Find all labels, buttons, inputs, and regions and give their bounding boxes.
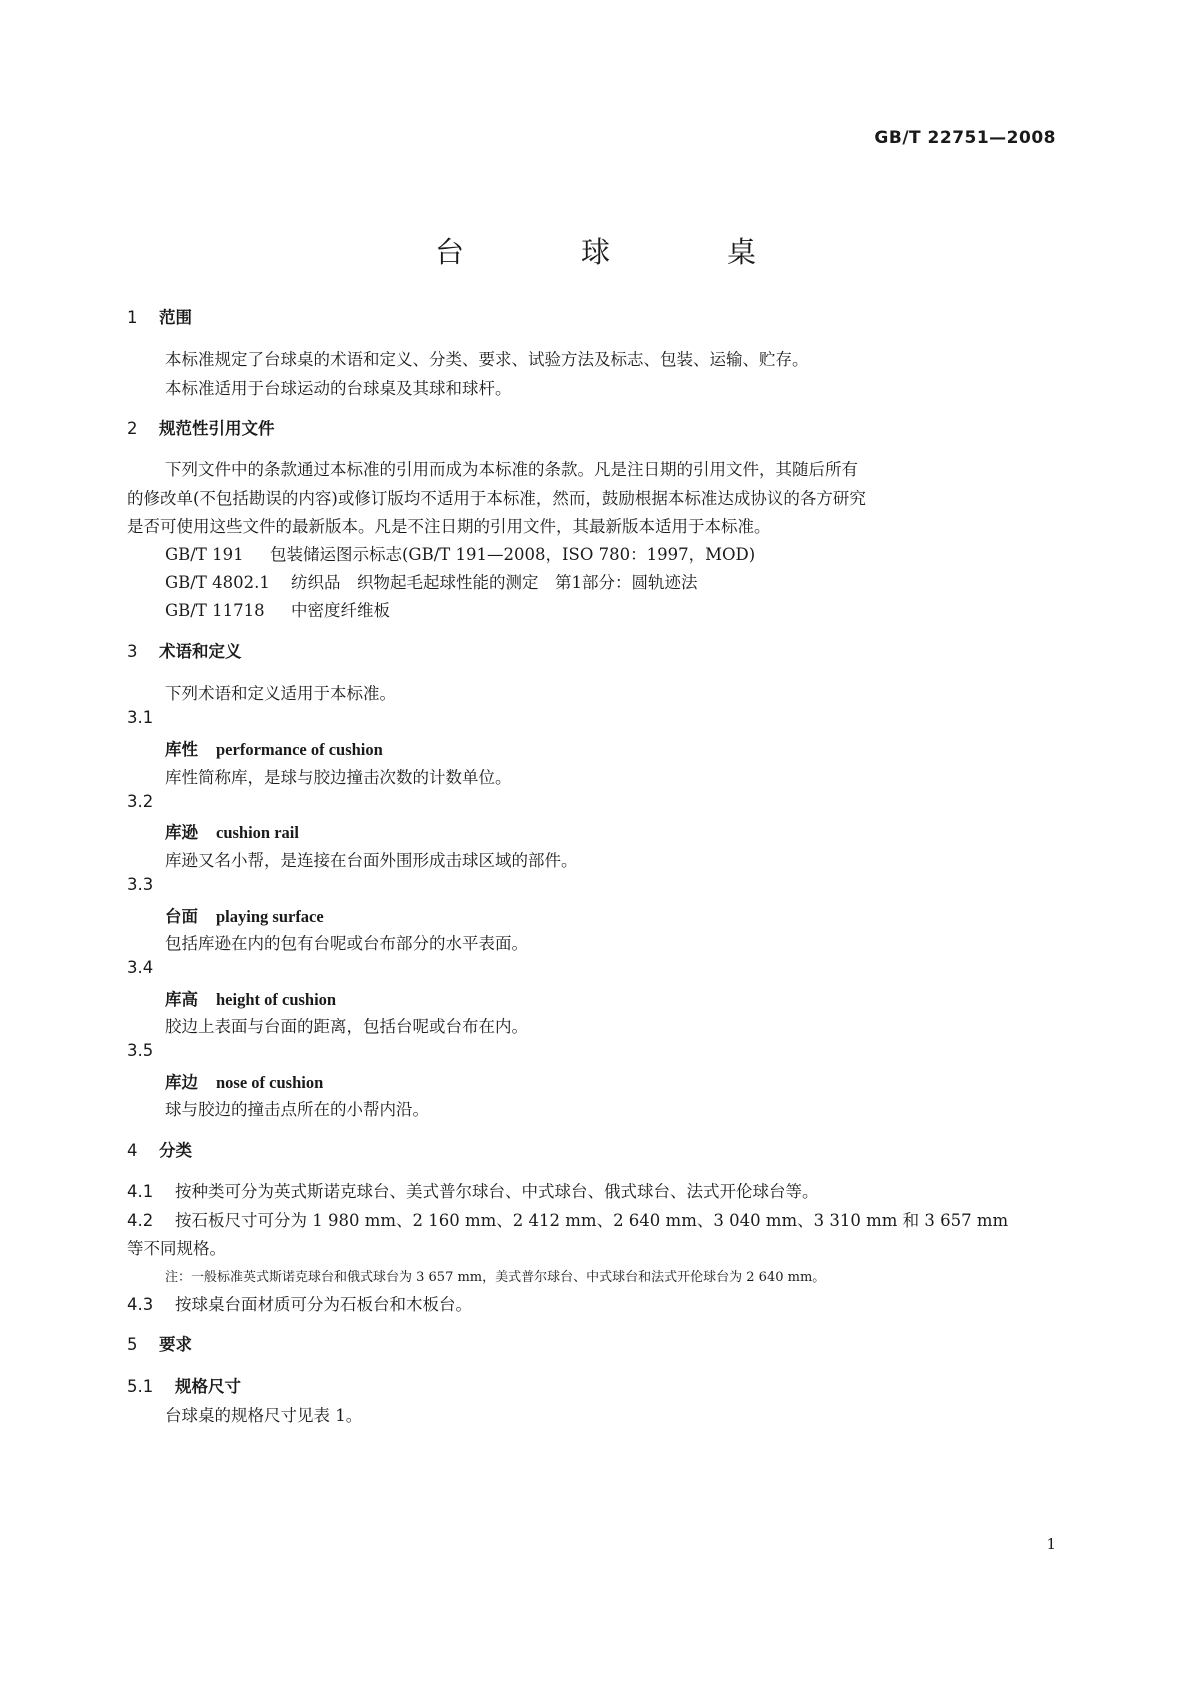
term-en: performance of cushion xyxy=(216,740,383,759)
reference-item xyxy=(165,541,755,565)
clause-text: 按石板尺寸可分为 1 980 mm、2 160 mm、2 412 mm、2 640 mm、3 040 mm、3 310 mm 和 3 657 mm xyxy=(175,1211,1009,1230)
section-2-para-line-2: 的修改单(不包括勘误的内容)或修订版均不适用于本标准，然而，鼓励根据本标准达成协议的各方研究 xyxy=(127,489,866,508)
term-en: nose of cushion xyxy=(216,1073,324,1092)
term-definition: 库逊又名小帮，是连接在台面外围形成击球区域的部件。 xyxy=(165,851,578,870)
term-zh: 库逊 xyxy=(165,823,198,842)
reference-code: GB/T 11718 xyxy=(165,601,265,620)
term-number: 3.1 xyxy=(127,708,154,727)
term-number: 3.2 xyxy=(127,792,154,811)
section-number: 4 xyxy=(127,1141,138,1160)
section-title: 范围 xyxy=(159,308,192,327)
clause-4-1 xyxy=(127,1178,819,1202)
clause-number: 4.3 xyxy=(127,1295,154,1314)
clause-text: 按种类可分为英式斯诺克球台、美式普尔球台、中式球台、俄式球台、法式开伦球台等。 xyxy=(175,1182,819,1201)
clause-4-3 xyxy=(127,1291,472,1315)
section-3-intro: 下列术语和定义适用于本标准。 xyxy=(165,684,396,703)
clause-text: 按球桌台面材质可分为石板台和木板台。 xyxy=(175,1295,472,1314)
note: 注：一般标准英式斯诺克球台和俄式球台为 3 657 mm，美式普尔球台、中式球台和法式开伦球台为 2 640 mm。 xyxy=(165,1270,826,1285)
clause-number: 4.1 xyxy=(127,1182,154,1201)
section-number: 5 xyxy=(127,1335,138,1354)
term-zh: 库性 xyxy=(165,740,198,759)
section-2-para-line-1: 下列文件中的条款通过本标准的引用而成为本标准的条款。凡是注日期的引用文件，其随后所有 xyxy=(165,460,858,479)
clause-4-2 xyxy=(127,1207,1008,1231)
section-title: 术语和定义 xyxy=(159,642,242,661)
term-name xyxy=(165,736,383,760)
term-number: 3.4 xyxy=(127,958,154,977)
subsection-title: 规格尺寸 xyxy=(175,1377,241,1396)
section-5-heading xyxy=(127,1331,192,1355)
section-2-heading xyxy=(127,415,275,439)
section-title: 分类 xyxy=(159,1141,192,1160)
term-zh: 库高 xyxy=(165,990,198,1009)
term-zh: 台面 xyxy=(165,907,198,926)
term-definition: 库性简称库，是球与胶边撞击次数的计数单位。 xyxy=(165,768,512,787)
subsection-5-1-heading xyxy=(127,1373,241,1397)
term-zh: 库边 xyxy=(165,1073,198,1092)
term-number: 3.5 xyxy=(127,1041,154,1060)
section-1-heading xyxy=(127,304,192,328)
term-name xyxy=(165,986,336,1010)
term-definition: 球与胶边的撞击点所在的小帮内沿。 xyxy=(165,1100,429,1119)
term-name xyxy=(165,1069,323,1093)
document-title: 台 球 桌 xyxy=(434,235,800,269)
term-en: height of cushion xyxy=(216,990,337,1009)
clause-4-2-continued: 等不同规格。 xyxy=(127,1239,226,1258)
section-2-para-line-3: 是否可使用这些文件的最新版本。凡是不注日期的引用文件，其最新版本适用于本标准。 xyxy=(127,517,771,536)
section-number: 2 xyxy=(127,419,138,438)
page-number: 1 xyxy=(1046,1535,1056,1553)
term-en: cushion rail xyxy=(216,823,299,842)
term-en: playing surface xyxy=(216,907,324,926)
reference-title: 纺织品 织物起毛起球性能的测定 第1部分：圆轨迹法 xyxy=(291,573,698,592)
standard-number: GB/T 22751—2008 xyxy=(874,128,1056,148)
clause-number: 4.2 xyxy=(127,1211,154,1230)
term-definition: 包括库逊在内的包有台呢或台布部分的水平表面。 xyxy=(165,934,528,953)
section-title: 规范性引用文件 xyxy=(159,419,275,438)
subsection-number: 5.1 xyxy=(127,1377,154,1396)
reference-code: GB/T 191 xyxy=(165,545,244,564)
reference-item xyxy=(165,597,390,621)
section-1-para-1: 本标准规定了台球桌的术语和定义、分类、要求、试验方法及标志、包装、运输、贮存。 xyxy=(165,350,809,369)
reference-code: GB/T 4802.1 xyxy=(165,573,270,592)
section-title: 要求 xyxy=(159,1335,192,1354)
section-number: 3 xyxy=(127,642,138,661)
term-definition: 胶边上表面与台面的距离，包括台呢或台布在内。 xyxy=(165,1017,528,1036)
term-name xyxy=(165,819,299,843)
term-number: 3.3 xyxy=(127,875,154,894)
section-1-para-2: 本标准适用于台球运动的台球桌及其球和球杆。 xyxy=(165,379,512,398)
section-3-heading xyxy=(127,638,242,662)
term-name xyxy=(165,903,324,927)
subsection-5-1-para: 台球桌的规格尺寸见表 1。 xyxy=(165,1406,363,1425)
section-number: 1 xyxy=(127,308,138,327)
reference-title: 中密度纤维板 xyxy=(291,601,390,620)
reference-item xyxy=(165,569,698,593)
section-4-heading xyxy=(127,1137,192,1161)
reference-title: 包装储运图示标志(GB/T 191—2008，ISO 780：1997，MOD) xyxy=(270,545,756,564)
